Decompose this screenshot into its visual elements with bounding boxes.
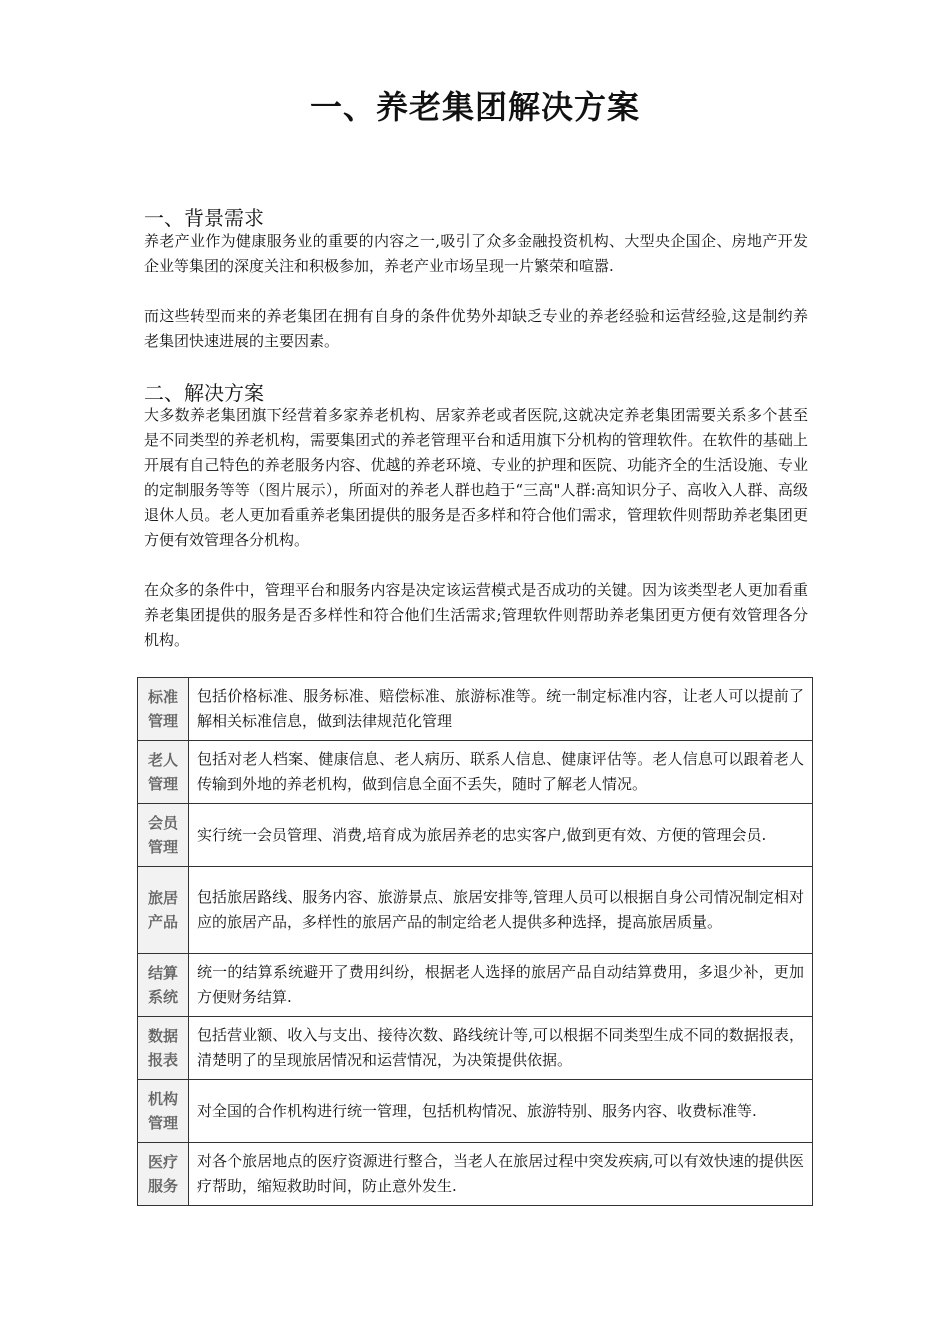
row-label-line: 机构 [147, 1090, 178, 1108]
row-description: 对全国的合作机构进行统一管理，包括机构情况、旅游特别、服务内容、收费标准等. [189, 1080, 813, 1143]
row-label-line: 标准 [147, 688, 178, 706]
solution-paragraph-1: 大多数养老集团旗下经营着多家养老机构、居家养老或者医院,这就决定养老集团需要关系多个甚至是不同类型的养老机构，需要集团式的养老管理平台和适用旗下分机构的管理软件。在软件的基础上开展有自己特色的养老服务内容、优越的养老环境、专业的护理和医院、功能齐全的生活设施、专业的定制服务等等（图片展示），所面对的养老人群也趋于“三高"人群:高知识分子、高收入人群、高级退休人员。老人更加看重养老集团提供的服务是否多样和符合他们需求，管理软件则帮助养老集团更方便有效管理各分机构。 [144, 406, 808, 549]
row-label-line: 系统 [147, 988, 178, 1006]
row-label-line: 管理 [147, 775, 178, 793]
row-label [138, 1080, 189, 1143]
row-label-line: 产品 [147, 913, 178, 931]
row-label-line: 数据 [147, 1027, 178, 1045]
row-label-line: 报表 [147, 1051, 178, 1069]
row-description: 包括对老人档案、健康信息、老人病历、联系人信息、健康评估等。老人信息可以跟着老人传输到外地的养老机构，做到信息全面不丢失，随时了解老人情况。 [189, 741, 813, 804]
table-row [138, 678, 813, 741]
row-description: 包括价格标准、服务标准、赔偿标准、旅游标准等。统一制定标准内容，让老人可以提前了解相关标准信息，做到法律规范化管理 [189, 678, 813, 741]
row-label-line: 老人 [147, 751, 178, 769]
section-heading-background: 一、背景需求 [144, 206, 264, 230]
row-label [138, 1143, 189, 1206]
row-label [138, 804, 189, 867]
section-heading-solution: 二、解决方案 [144, 381, 264, 405]
row-description: 统一的结算系统避开了费用纠纷，根据老人选择的旅居产品自动结算费用，多退少补，更加方便财务结算. [189, 954, 813, 1017]
background-paragraph-1: 养老产业作为健康服务业的重要的内容之一,吸引了众多金融投资机构、大型央企国企、房地产开发企业等集团的深度关注和积极参加，养老产业市场呈现一片繁荣和喧嚣. [144, 232, 808, 275]
row-label-line: 结算 [147, 964, 178, 982]
table-row [138, 867, 813, 954]
row-label-line: 会员 [147, 814, 178, 832]
background-paragraph-2: 而这些转型而来的养老集团在拥有自身的条件优势外却缺乏专业的养老经验和运营经验,这是制约养老集团快速进展的主要因素。 [144, 307, 808, 350]
row-description: 对各个旅居地点的医疗资源进行整合，当老人在旅居过程中突发疾病,可以有效快速的提供医疗帮助，缩短救助时间，防止意外发生. [189, 1143, 813, 1206]
table-row [138, 741, 813, 804]
row-label-line: 管理 [147, 1114, 178, 1132]
row-label [138, 1017, 189, 1080]
row-description: 实行统一会员管理、消费,培育成为旅居养老的忠实客户,做到更有效、方便的管理会员. [189, 804, 813, 867]
table-row [138, 1143, 813, 1206]
row-label-line: 旅居 [147, 889, 178, 907]
table-row [138, 804, 813, 867]
row-label [138, 741, 189, 804]
service-table [137, 677, 813, 1206]
row-label-line: 医疗 [147, 1153, 178, 1171]
table-row [138, 954, 813, 1017]
row-label [138, 678, 189, 741]
row-label [138, 867, 189, 954]
row-label-line: 管理 [147, 712, 178, 730]
row-label [138, 954, 189, 1017]
page-title: 一、养老集团解决方案 [309, 88, 640, 126]
row-label-line: 管理 [147, 838, 178, 856]
table-row [138, 1080, 813, 1143]
row-description: 包括营业额、收入与支出、接待次数、路线统计等,可以根据不同类型生成不同的数据报表，清楚明了的呈现旅居情况和运营情况，为决策提供依据。 [189, 1017, 813, 1080]
solution-paragraph-2: 在众多的条件中，管理平台和服务内容是决定该运营模式是否成功的关键。因为该类型老人更加看重养老集团提供的服务是否多样性和符合他们生活需求;管理软件则帮助养老集团更方便有效管理各分机构。 [144, 581, 808, 649]
row-label-line: 服务 [147, 1177, 178, 1195]
row-description: 包括旅居路线、服务内容、旅游景点、旅居安排等,管理人员可以根据自身公司情况制定相对应的旅居产品，多样性的旅居产品的制定给老人提供多种选择，提高旅居质量。 [189, 867, 813, 954]
table-row [138, 1017, 813, 1080]
